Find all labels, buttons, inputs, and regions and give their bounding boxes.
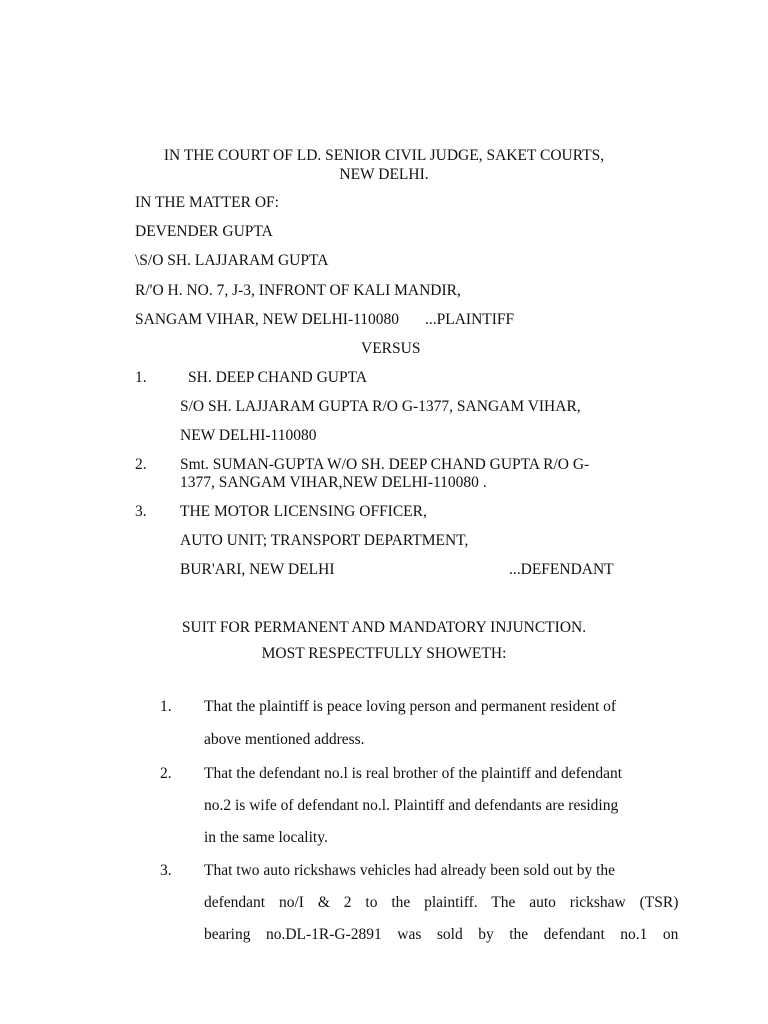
plaintiff-address-line2: SANGAM VIHAR, NEW DELHI-110080: [135, 311, 400, 328]
plaintiff-name: DEVENDER GUPTA: [135, 223, 273, 240]
paragraph-3-line1: That two auto rickshaws vehicles had already been sold out by the: [204, 862, 616, 879]
defendant-2-number: 2.: [135, 456, 147, 473]
paragraph-3-number: 3.: [160, 862, 172, 879]
defendant-3-line2: AUTO UNIT; TRANSPORT DEPARTMENT,: [180, 532, 469, 549]
showeth-heading: MOST RESPECTFULLY SHOWETH:: [261, 645, 507, 662]
defendant-3-line3: BUR'ARI, NEW DELHI: [180, 561, 335, 578]
versus-label: VERSUS: [361, 340, 421, 357]
suit-title: SUIT FOR PERMANENT AND MANDATORY INJUNCTION.: [181, 619, 587, 636]
plaintiff-tag: ...PLAINTIFF: [425, 311, 515, 328]
defendant-tag: ...DEFENDANT: [509, 561, 614, 578]
paragraph-2-line2: no.2 is wife of defendant no.l. Plaintiff and defendants are residing: [204, 797, 619, 814]
defendant-1-line1: SH. DEEP CHAND GUPTA: [188, 369, 368, 386]
defendant-3-number: 3.: [135, 503, 147, 520]
plaintiff-address-line1: R/'O H. NO. 7, J-3, INFRONT OF KALI MANDIR,: [135, 282, 461, 299]
paragraph-1-line2: above mentioned address.: [204, 731, 365, 748]
defendant-1-line2: S/O SH. LAJJARAM GUPTA R/O G-1377, SANGAM VIHAR,: [180, 398, 581, 415]
paragraph-1-line1: That the plaintiff is peace loving person and permanent resident of: [204, 698, 617, 715]
defendant-3-line1: THE MOTOR LICENSING OFFICER,: [180, 503, 427, 520]
court-heading-line2: NEW DELHI.: [339, 166, 429, 183]
plaintiff-relation: \S/O SH. LAJJARAM GUPTA: [135, 252, 329, 269]
paragraph-2-line3: in the same locality.: [204, 829, 328, 846]
paragraph-2-number: 2.: [160, 765, 172, 782]
paragraph-3-line2: defendant no/I & 2 to the plaintiff. The auto rickshaw (TSR): [204, 894, 679, 911]
defendant-1-number: 1.: [135, 369, 147, 386]
defendant-2-line1: Smt. SUMAN-GUPTA W/O SH. DEEP CHAND GUPTA R/O G-: [180, 456, 590, 473]
defendant-1-line3: NEW DELHI-110080: [180, 427, 317, 444]
paragraph-3-line3: bearing no.DL-1R-G-2891 was sold by the defendant no.1 on: [204, 926, 679, 943]
paragraph-1-number: 1.: [160, 698, 172, 715]
matter-label: IN THE MATTER OF:: [135, 194, 279, 211]
court-heading-line1: IN THE COURT OF LD. SENIOR CIVIL JUDGE, SAKET COURTS,: [163, 147, 605, 164]
paragraph-2-line1: That the defendant no.l is real brother of the plaintiff and defendant: [204, 765, 623, 782]
defendant-2-line2: 1377, SANGAM VIHAR,NEW DELHI-110080 .: [180, 474, 487, 491]
